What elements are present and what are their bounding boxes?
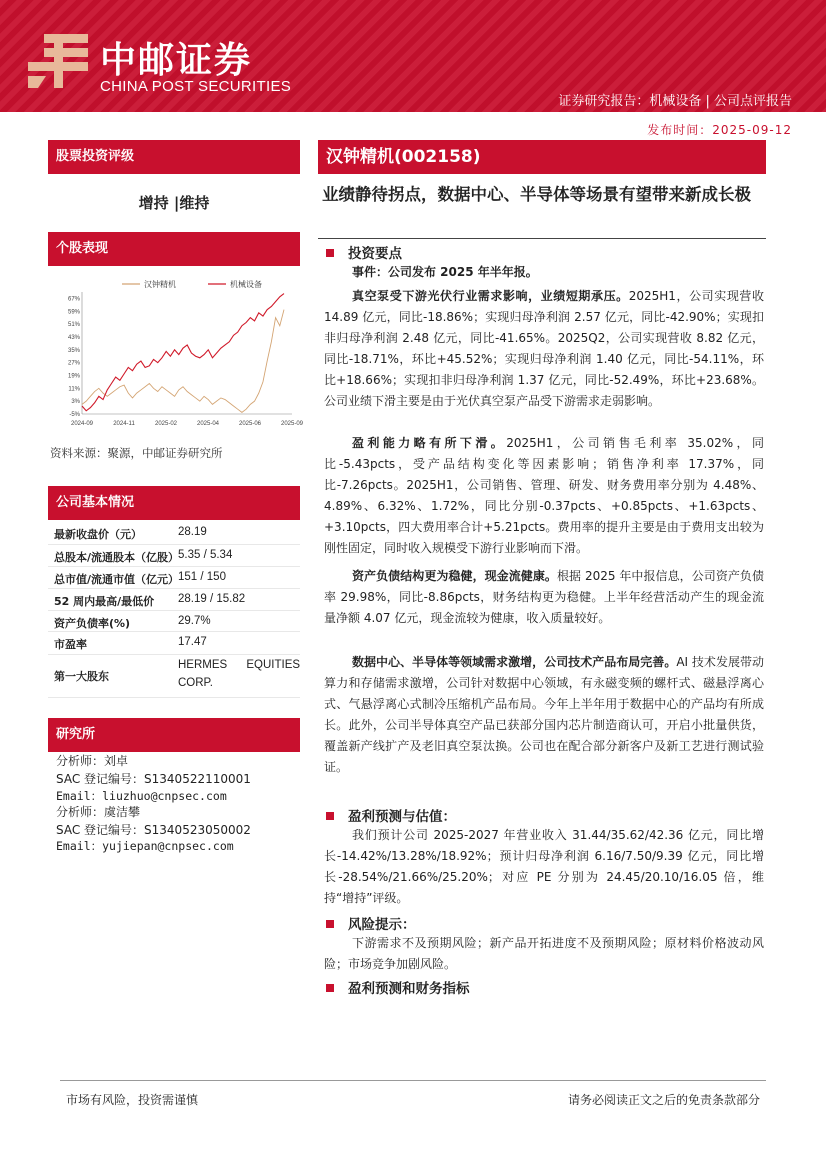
performance-section-title: 个股表现 [48,232,300,266]
info-value: 151 / 150 [178,571,226,583]
bullet-square-icon [326,920,334,928]
performance-chart-svg [48,270,304,440]
bullet-square-icon [326,249,334,257]
info-row [48,611,300,632]
footer-risk-note: 市场有风险，投资需谨慎 [66,1093,199,1107]
y-tick-label: 51% [67,322,80,329]
section-label: 投资要点 [348,246,402,262]
stock-performance-chart [48,270,304,440]
company-info-section-title: 公司基本情况 [48,486,300,520]
report-breadcrumb: 证券研究报告：机械设备 | 公司点评报告 [558,94,792,109]
analyst-email[interactable]: Email：yujiepan@cnpsec.com [56,839,234,853]
chart-source: 资料来源：聚源，中邮证券研究所 [50,446,223,460]
section-risk [326,913,416,933]
analyst-email[interactable]: Email：liuzhuo@cnpsec.com [56,789,227,803]
info-row [48,632,300,655]
info-value: HERMES EQUITIES [178,659,301,671]
paragraph-data-center [324,652,764,778]
info-key: 第一大股东 [54,670,109,683]
paragraph-profitability [324,433,764,559]
info-key: 52 周内最高/最低价 [54,595,155,608]
section-investment-highlights [326,242,402,262]
info-value: 17.47 [178,636,207,648]
brand-name-en: CHINA POST SECURITIES [100,78,292,95]
x-tick-label: 2025-09 [280,421,304,427]
footer-divider [60,1080,766,1081]
info-value: 28.19 / 15.82 [178,593,246,605]
x-tick-label: 2025-06 [238,421,262,427]
bullet-square-icon [326,812,334,820]
paragraph-lead: 资产负债结构更为稳健，现金流健康。 [352,569,557,583]
info-key: 资产负债率(%) [54,617,131,630]
analyst-name: 分析师：虞洁攀 [56,805,141,819]
research-section-title: 研究所 [48,718,300,752]
china-post-logo-icon [26,32,90,90]
info-key: 总市值/流通市值（亿元） [54,573,180,586]
legend-label: 机械设备 [230,280,262,289]
y-tick-label: 27% [67,360,80,367]
y-tick-label: 67% [67,296,80,303]
analyst-sac: SAC 登记编号：S1340522110001 [56,772,251,786]
bullet-square-icon [326,984,334,992]
info-row [48,545,300,567]
y-tick-label: 43% [67,334,80,341]
info-row [48,589,300,611]
analyst-name: 分析师：刘卓 [56,754,129,768]
info-key: 总股本/流通股本（亿股） [54,551,180,564]
section-label: 盈利预测与估值： [348,809,456,825]
section-financial-indicators [326,977,470,997]
stock-rating: 增持 |维持 [138,194,210,212]
series-line-0 [82,310,284,413]
info-value-cont: CORP. [178,677,213,689]
brand-name-cn: 中邮证券 [100,40,253,81]
info-row [48,522,300,545]
analyst-sac: SAC 登记编号：S1340523050002 [56,823,251,837]
legend-label: 汉钟精机 [144,280,176,289]
x-tick-label: 2024-11 [113,421,135,427]
headline-divider [318,238,766,239]
section-forecast [326,805,456,825]
paragraph-body: AI 技术发展带动算力和存储需求激增，公司针对数据中心领域，有永磁变频的螺杆式、磁悬浮离心式、气悬浮离心式制冷压缩机产品布局。今年上半年用于数据中心的产品均有所成长。此外，公司半导体真空产品已获部分国内芯片制造商认可，开启小批量供货，覆盖新产线扩产及老旧真空泵汰换。公司也在配合部分新客户及新工艺进行测试验证。 [324,655,764,774]
report-headline: 业绩静待拐点，数据中心、半导体等场景有望带来新成长极 [322,185,751,204]
paragraph-revenue [324,286,764,412]
y-tick-label: 11% [68,386,80,393]
y-tick-label: 59% [67,309,80,316]
series-line-1 [82,294,284,411]
rating-section-title: 股票投资评级 [48,140,300,174]
paragraph-body: 根据 2025 年中报信息，公司资产负债率 29.98%，同比-8.86pcts，财务结构更为稳健。上半年经营活动产生的现金流量净额 4.07 亿元，现金流较为健康，收入质量较好。 [324,569,764,625]
paragraph-lead: 数据中心、半导体等领域需求激增，公司技术产品布局完善。 [352,655,677,669]
info-key: 市盈率 [54,638,87,651]
info-row [48,655,300,698]
x-tick-label: 2025-04 [196,421,220,427]
paragraph-risk: 下游需求不及预期风险；新产品开拓进度不及预期风险；原材料价格波动风险；市场竞争加剧风险。 [324,936,764,971]
event-line: 事件：公司发布 2025 年半年报。 [352,265,538,279]
y-tick-label: 19% [67,373,80,380]
publish-date: 发布时间：2025-09-12 [647,123,792,137]
x-tick-label: 2024-09 [70,421,94,427]
info-key: 最新收盘价（元） [54,528,142,541]
company-title: 汉钟精机(002158) [318,140,766,174]
paragraph-lead: 盈利能力略有所下滑。 [352,436,507,450]
paragraph-body: 2025H1，公司销售毛利率 35.02%，同比-5.43pcts，受产品结构变化等因素影响；销售净利率 17.37%，同比-7.26pcts。2025H1，公司销售、管理、研发、财务费用率分别为 4.48%、4.89%、6.32%、1.72%，同比分别-0.37pcts、+0.85pcts、+1.63pcts、+3.10pcts，四大费用率合计+5.21pcts。费用率的提升主要是由于费用支出较为刚性固定，同时收入规模受下游行业影响而下滑。 [324,436,764,555]
info-value: 29.7% [178,615,211,627]
footer-disclaimer-note: 请务必阅读正文之后的免责条款部分 [567,1093,760,1107]
section-label: 风险提示： [348,917,416,933]
y-tick-label: 35% [67,347,80,354]
x-tick-label: 2025-02 [154,421,178,427]
info-value: 5.35 / 5.34 [178,549,233,561]
paragraph-body: 2025H1，公司实现营收 14.89 亿元，同比-18.86%；实现归母净利润 2.57 亿元，同比-42.90%；实现扣非归母净利润 2.48 亿元，同比-41.65%。2025Q2，公司实现营收 8.82 亿元，同比-18.71%，环比+45.52%；实现归母净利润 1.40 亿元，同比-54.11%，环比+18.66%；实现扣非归母净利润 1.37 亿元，同比-52.49%，环比+23.68%。公司业绩下滑主要是由于光伏真空泵产品受下游需求走弱影响。 [324,289,764,408]
report-header [0,0,826,112]
paragraph-forecast: 我们预计公司 2025-2027 年营业收入 31.44/35.62/42.36 亿元，同比增长-14.42%/13.28%/18.92%；预计归母净利润 6.16/7.50/9.39 亿元，同比增长-28.54%/21.66%/25.20%；对应 PE 分别为 24.45/20.10/16.05 倍，维持“增持”评级。 [324,828,764,905]
info-row [48,567,300,589]
y-tick-label: -5% [69,412,80,418]
y-tick-label: 3% [71,399,80,406]
section-label: 盈利预测和财务指标 [348,981,470,997]
info-value: 28.19 [178,526,207,538]
paragraph-balance-sheet [324,566,764,629]
paragraph-lead: 真空泵受下游光伏行业需求影响，业绩短期承压。 [352,289,629,303]
company-info-table [48,522,300,698]
